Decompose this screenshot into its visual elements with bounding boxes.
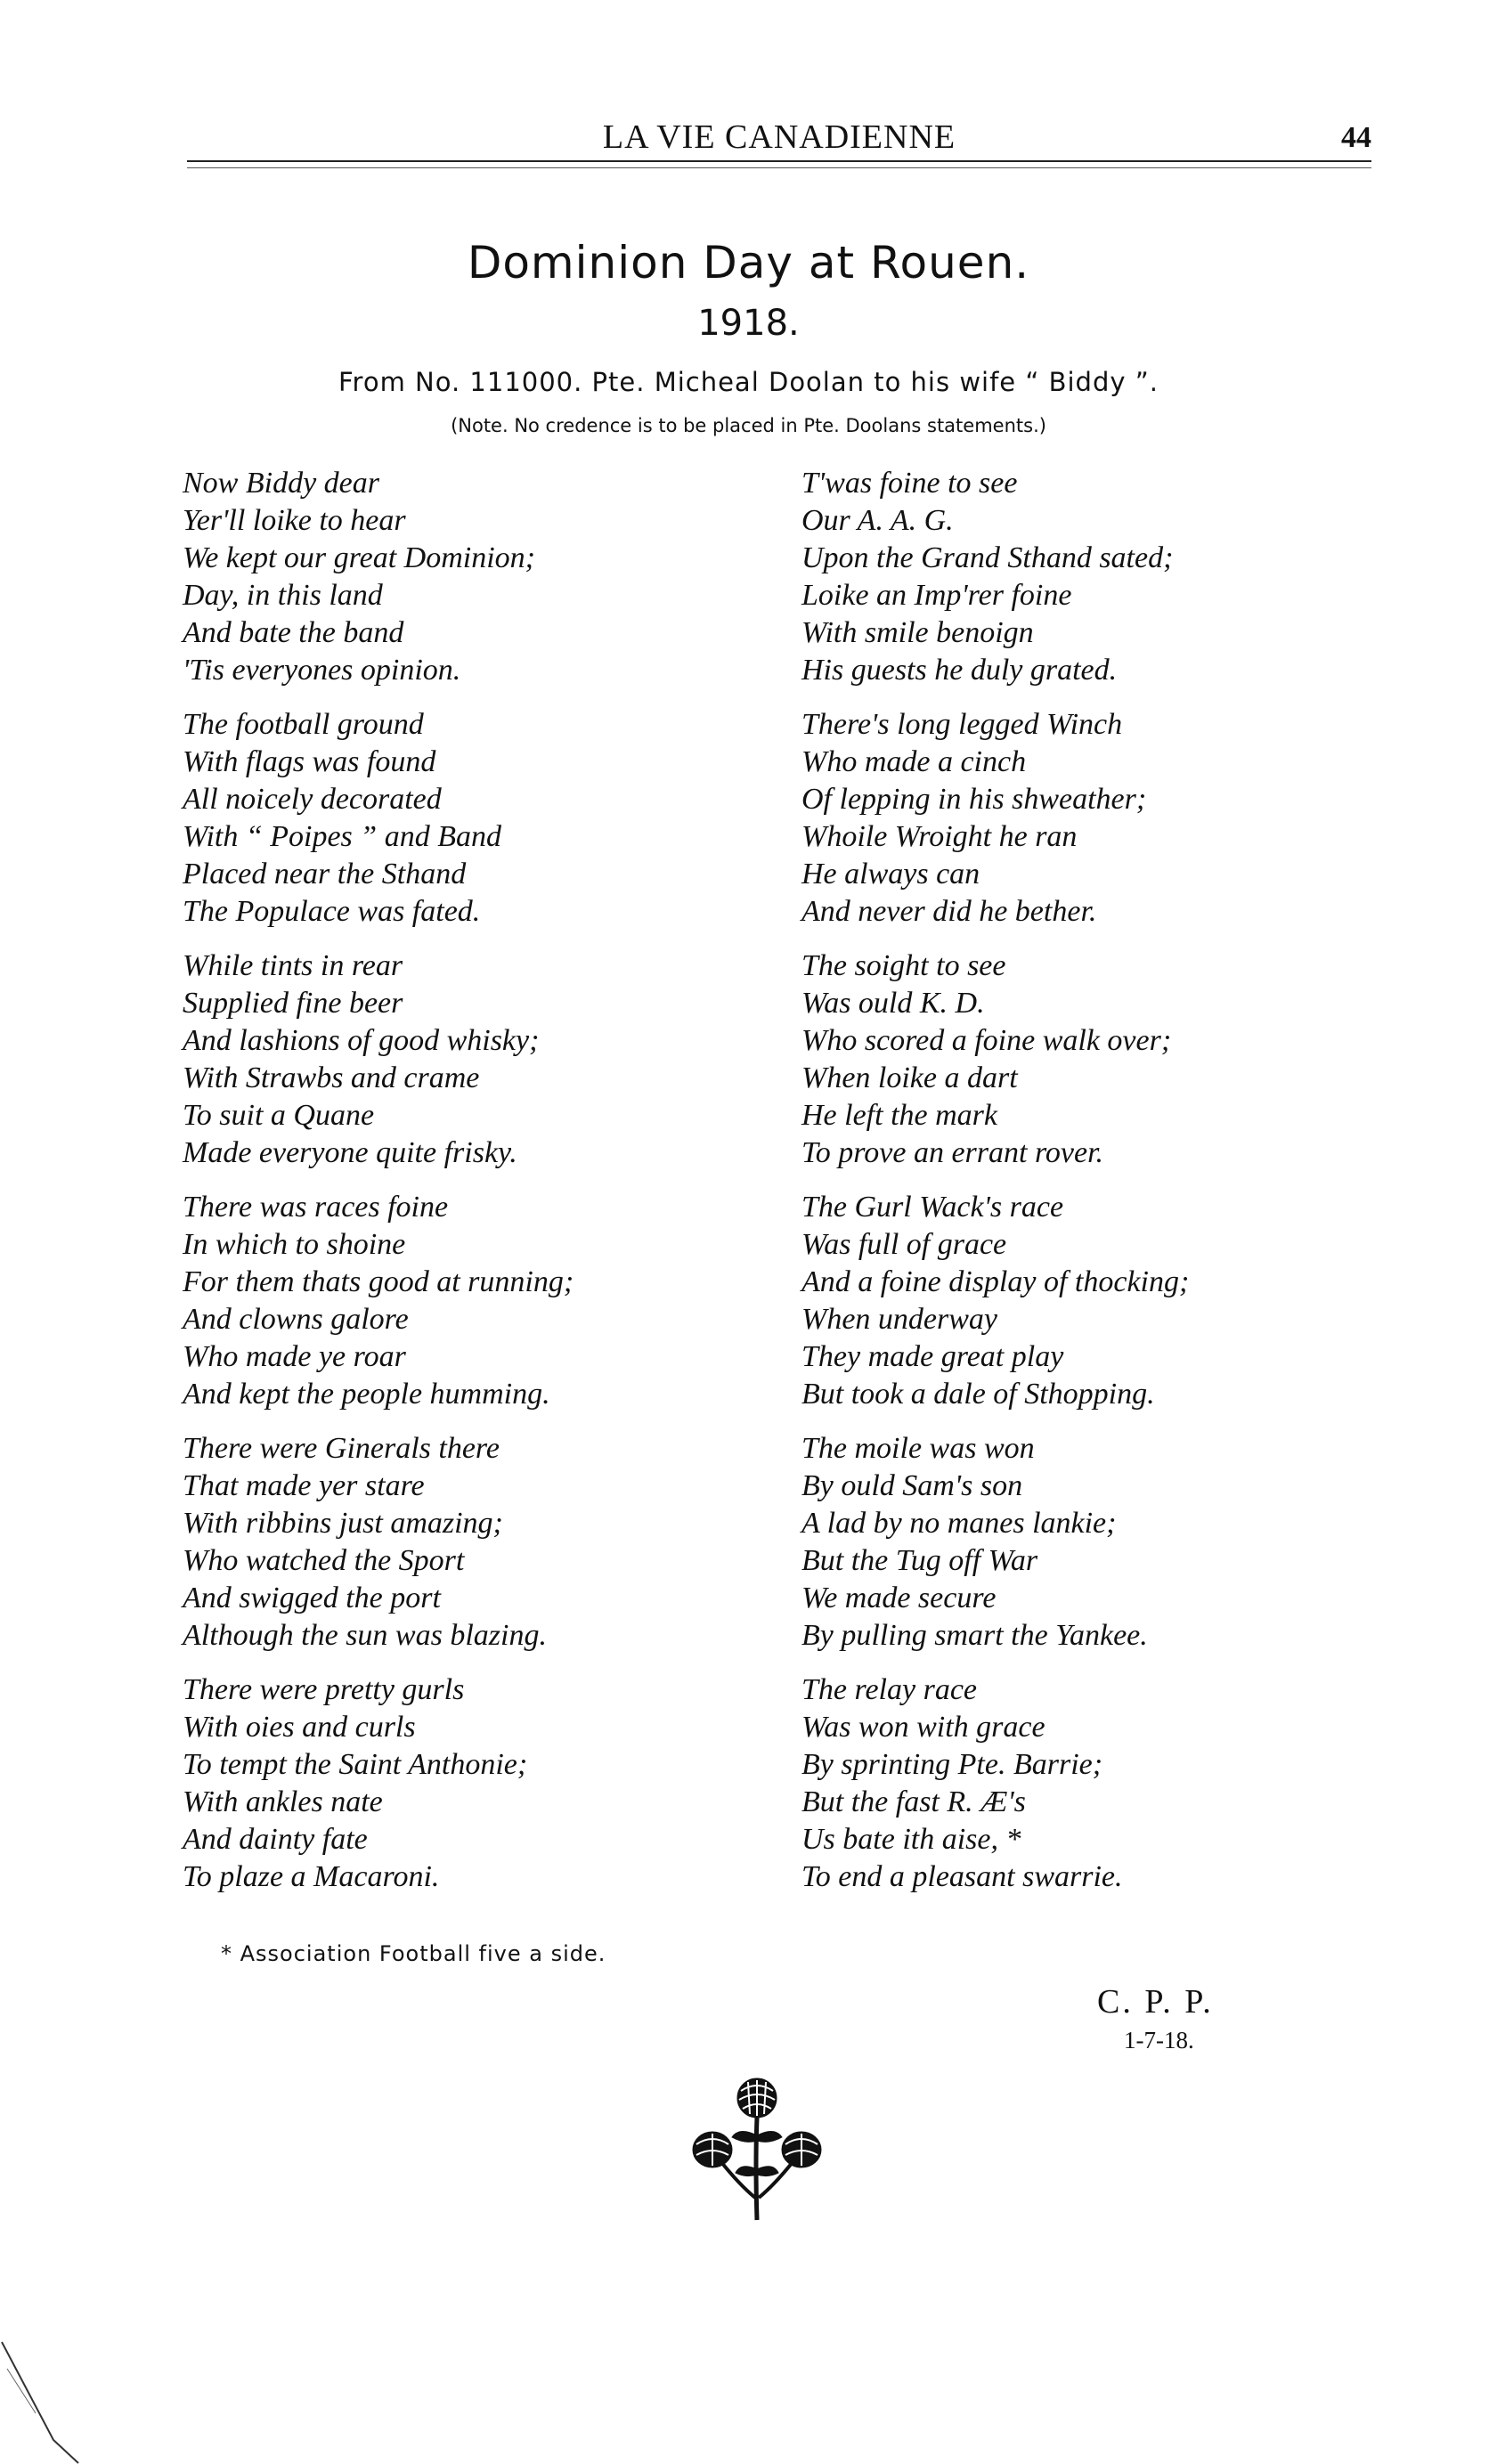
poem-line: We made secure <box>801 1582 997 1614</box>
poem-stanza <box>183 947 735 1172</box>
poem-line: The Populace was fated. <box>183 895 481 928</box>
poem-line: With flags was found <box>183 745 436 778</box>
poem-line: Who scored a foine walk over; <box>801 1024 1172 1057</box>
poem-line: When loike a dart <box>801 1061 1018 1094</box>
poem-line: While tints in rear <box>183 949 403 982</box>
poem-stanza <box>801 465 1354 689</box>
poem-line: With ankles nate <box>183 1785 383 1818</box>
poem-line: We kept our great Dominion; <box>183 541 535 574</box>
poem-line: Whoile Wroight he ran <box>801 820 1078 853</box>
poem-line: Although the sun was blazing. <box>183 1619 547 1652</box>
poem-line: The football ground <box>183 708 424 741</box>
signature-date: 1-7-18. <box>1124 2027 1194 2053</box>
poem-line: To prove an errant rover. <box>801 1136 1104 1169</box>
poem-line: And kept the people humming. <box>183 1378 550 1411</box>
poem-line: Day, in this land <box>183 579 383 612</box>
poem-line: The soight to see <box>801 949 1006 982</box>
poem-line: Placed near the Sthand <box>183 858 467 890</box>
poem-line: Of lepping in his shweather; <box>801 783 1147 816</box>
poem-line: T'was foine to see <box>801 467 1018 500</box>
poem-line: And bate the band <box>183 616 404 649</box>
poem-line: A lad by no manes lankie; <box>801 1507 1117 1540</box>
poem-stanza <box>183 1189 735 1413</box>
poem-stanza <box>183 1671 735 1896</box>
poem-stanza <box>183 465 735 689</box>
poem-line: The relay race <box>801 1673 978 1706</box>
editorial-note: (Note. No credence is to be placed in Pte. Doolans statements.) <box>451 415 1046 436</box>
poem-line: To suit a Quane <box>183 1099 375 1132</box>
poem-line: But took a dale of Sthopping. <box>801 1378 1155 1411</box>
page-number: 44 <box>1341 121 1371 154</box>
running-header <box>187 116 1371 160</box>
poem-stanza <box>801 1189 1354 1413</box>
poem-line: He left the mark <box>801 1099 997 1132</box>
poem-line: To plaze a Macaroni. <box>183 1860 440 1893</box>
poem-line: With oies and curls <box>183 1711 416 1744</box>
poem-line: Was won with grace <box>801 1711 1045 1744</box>
poem-line: The moile was won <box>801 1432 1035 1465</box>
poem-line: Us bate ith aise, * <box>801 1823 1021 1856</box>
author-signature: C. P. P. <box>1097 1983 1214 2021</box>
poem-line: To end a pleasant swarrie. <box>801 1860 1123 1893</box>
poem-line: There was races foine <box>183 1191 449 1224</box>
poem-left-column <box>183 465 735 1913</box>
poem-line: They made great play <box>801 1340 1064 1373</box>
poem-stanza <box>183 1430 735 1655</box>
poem-line: Now Biddy dear <box>183 467 379 500</box>
poem-line: For them thats good at running; <box>183 1265 574 1298</box>
poem-line: Loike an Imp'rer foine <box>801 579 1072 612</box>
poem-line: He always can <box>801 858 980 890</box>
poem-stanza <box>801 947 1354 1172</box>
header-rule <box>187 160 1371 162</box>
poem-line: But the fast R. Æ's <box>801 1785 1026 1818</box>
poem-line: Supplied fine beer <box>183 987 403 1020</box>
poem-line: By pulling smart the Yankee. <box>801 1619 1148 1652</box>
poem-line: Who made a cinch <box>801 745 1027 778</box>
poem-line: Was full of grace <box>801 1228 1007 1261</box>
poem-year: 1918. <box>697 303 800 344</box>
poem-line: With smile benoign <box>801 616 1034 649</box>
poem-line: And clowns galore <box>183 1303 409 1336</box>
poem-line: With Strawbs and crame <box>183 1061 480 1094</box>
poem-line: All noicely decorated <box>183 783 442 816</box>
poem-line: His guests he duly grated. <box>801 654 1118 687</box>
poem-line: Upon the Grand Sthand sated; <box>801 541 1174 574</box>
poem-stanza <box>801 706 1354 931</box>
poem-line: But the Tug off War <box>801 1544 1038 1577</box>
footnote: * Association Football five a side. <box>221 1941 606 1966</box>
margin-pencil-mark <box>0 2333 80 2464</box>
poem-line: In which to shoine <box>183 1228 406 1261</box>
poem-line: 'Tis everyones opinion. <box>183 654 461 687</box>
poem-line: Was ould K. D. <box>801 987 985 1020</box>
poem-stanza <box>183 706 735 931</box>
poem-line: That made yer stare <box>183 1469 425 1502</box>
poem-line: By sprinting Pte. Barrie; <box>801 1748 1103 1781</box>
poem-line: And lashions of good whisky; <box>183 1024 540 1057</box>
poem-line: Who made ye roar <box>183 1340 406 1373</box>
header-rule-secondary <box>187 167 1371 168</box>
poem-line: The Gurl Wack's race <box>801 1191 1064 1224</box>
floral-ornament-icon <box>686 2073 828 2229</box>
poem-line: Our A. A. G. <box>801 504 954 537</box>
dedication-line: From No. 111000. Pte. Micheal Doolan to his wife “ Biddy ”. <box>338 367 1159 397</box>
running-title: LA VIE CANADIENNE <box>602 118 956 156</box>
poem-line: And swigged the port <box>183 1582 441 1614</box>
poem-line: And never did he bether. <box>801 895 1097 928</box>
poem-title: Dominion Day at Rouen. <box>467 237 1030 289</box>
poem-line: There were Ginerals there <box>183 1432 500 1465</box>
poem-right-column <box>801 465 1354 1913</box>
poem-line: And a foine display of thocking; <box>801 1265 1190 1298</box>
poem-stanza <box>801 1671 1354 1896</box>
poem-line: Who watched the Sport <box>183 1544 465 1577</box>
poem-line: There were pretty gurls <box>183 1673 465 1706</box>
poem-line: To tempt the Saint Anthonie; <box>183 1748 528 1781</box>
poem-line: With ribbins just amazing; <box>183 1507 503 1540</box>
poem-line: With “ Poipes ” and Band <box>183 820 501 853</box>
poem-line: Yer'll loike to hear <box>183 504 406 537</box>
poem-stanza <box>801 1430 1354 1655</box>
poem-line: And dainty fate <box>183 1823 368 1856</box>
poem-line: There's long legged Winch <box>801 708 1123 741</box>
poem-line: Made everyone quite frisky. <box>183 1136 517 1169</box>
poem-line: When underway <box>801 1303 998 1336</box>
poem-line: By ould Sam's son <box>801 1469 1023 1502</box>
